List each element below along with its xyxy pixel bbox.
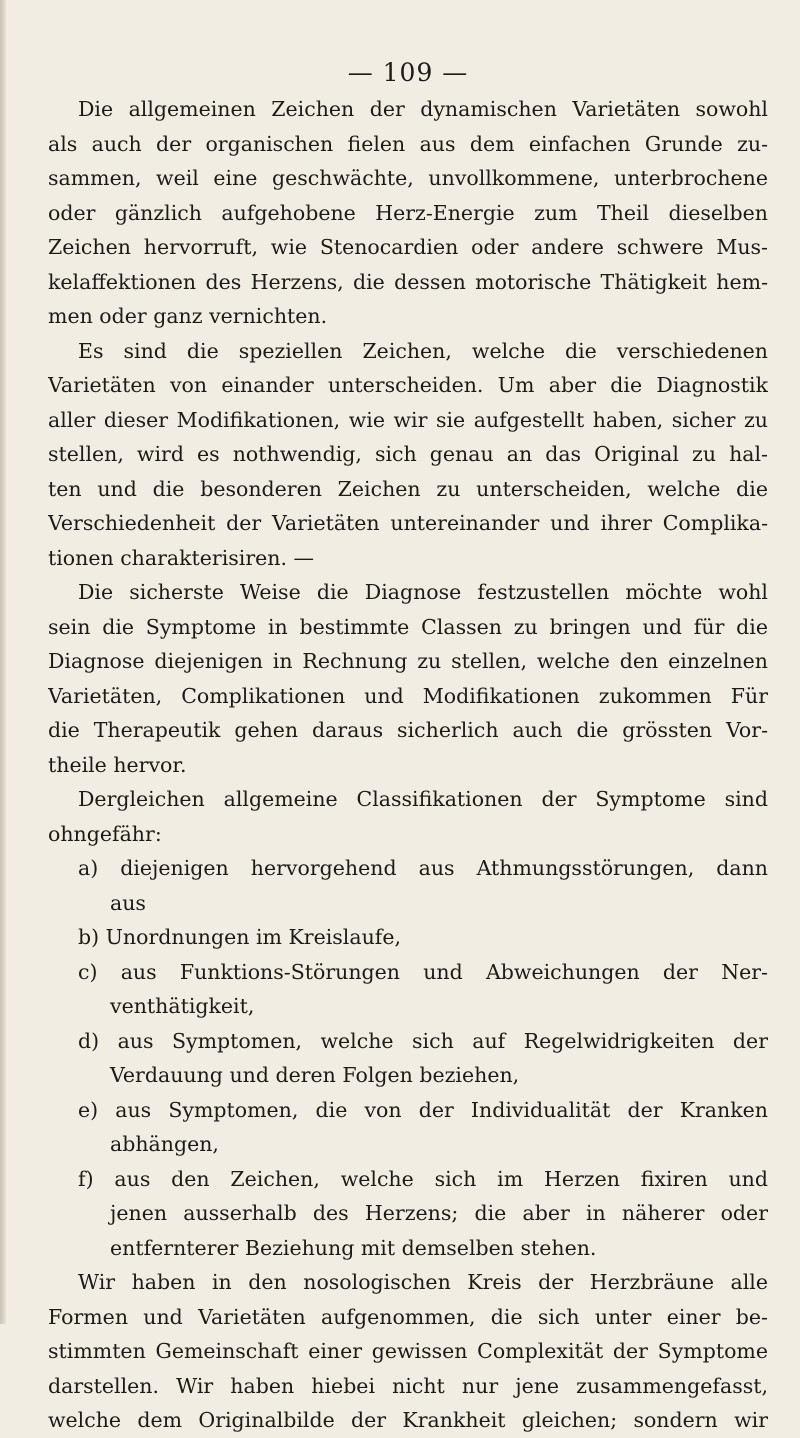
list-item-f: f) aus den Zeichen, welche sich im Herzen fixiren und <box>78 1166 768 1191</box>
list-item-b: b) Unordnungen im Kreislaufe, <box>78 925 402 949</box>
text-line: aller dieser Modifikationen, wie wir sie aufgestellt haben, sicher zu <box>48 407 768 432</box>
list-item-c: c) aus Funktions-Störungen und Abweichungen der Ner- <box>78 959 768 984</box>
text-line: als auch der organischen fielen aus dem einfachen Grunde zu- <box>48 131 768 156</box>
text-line: oder gänzlich aufgehobene Herz-Energie zum Theil dieselben <box>48 200 768 225</box>
text-line: Dergleichen allgemeine Classifikationen der Symptome sind <box>78 787 768 811</box>
text-line: darstellen. Wir haben hiebei nicht nur jene zusammengefasst, <box>48 1373 768 1398</box>
text-line: stellen, wird es nothwendig, sich genau an das Original zu hal- <box>48 442 768 466</box>
list-item-continuation: abhängen, <box>110 1132 219 1156</box>
text-line: ohngefähr: <box>48 821 162 846</box>
list-item-continuation: Verdauung und deren Folgen beziehen, <box>110 1063 520 1087</box>
page-edge <box>0 0 6 1324</box>
page-number: — 109 — <box>347 58 469 87</box>
text-line: Die allgemeinen Zeichen der dynamischen Varietäten sowohl <box>78 97 768 121</box>
list-item-a: a) diejenigen hervorgehend aus Athmungsstörungen, dann <box>78 856 768 880</box>
text-line: Die sicherste Weise die Diagnose festzustellen möchte wohl <box>78 580 768 604</box>
text-line: Es sind die speziellen Zeichen, welche die verschiedenen <box>78 338 768 363</box>
text-line: Varietäten von einander unterscheiden. Um aber die Diagnostik <box>48 373 768 397</box>
text-line: ten und die besonderen Zeichen zu unterscheiden, welche die <box>48 476 768 501</box>
list-item-continuation: jenen ausserhalb des Herzens; die aber in näherer oder <box>110 1201 768 1225</box>
text-line: theile hervor. <box>48 752 187 777</box>
text-line: stimmten Gemeinschaft einer gewissen Complexität der Symptome <box>48 1339 768 1363</box>
text-line: Diagnose diejenigen in Rechnung zu stellen, welche den einzelnen <box>48 649 768 673</box>
text-line: Zeichen hervorruft, wie Stenocardien oder andere schwere Mus- <box>48 235 768 259</box>
text-line: Verschiedenheit der Varietäten untereinander und ihrer Complika- <box>48 511 768 535</box>
text-line: sammen, weil eine geschwächte, unvollkommene, unterbrochene <box>48 166 768 190</box>
text-line: Wir haben in den nosologischen Kreis der Herzbräune alle <box>78 1270 768 1294</box>
text-line: Formen und Varietäten aufgenommen, die sich unter einer be- <box>48 1304 768 1329</box>
list-item-continuation: aus <box>110 890 146 915</box>
text-line: Varietäten, Complikationen und Modifikationen zukommen Für <box>48 683 768 708</box>
body-text <box>48 92 768 1438</box>
list-item-d: d) aus Symptomen, welche sich auf Regelwidrigkeiten der <box>78 1028 768 1053</box>
list-item-e: e) aus Symptomen, die von der Individualität der Kranken <box>78 1097 768 1122</box>
text-line: die Therapeutik gehen daraus sicherlich auch die grössten Vor- <box>48 718 768 742</box>
list-item-continuation: entfernterer Beziehung mit demselben stehen. <box>110 1235 597 1260</box>
text-line: tionen charakterisiren. — <box>48 545 315 570</box>
list-item-continuation: venthätigkeit, <box>110 994 255 1018</box>
text-line: kelaffektionen des Herzens, die dessen motorische Thätigkeit hem- <box>48 269 768 294</box>
text-line: welche dem Originalbilde der Krankheit gleichen; sondern wir <box>48 1408 768 1432</box>
text-line: sein die Symptome in bestimmte Classen zu bringen und für die <box>48 614 768 639</box>
text-line: men oder ganz vernichten. <box>48 304 328 328</box>
